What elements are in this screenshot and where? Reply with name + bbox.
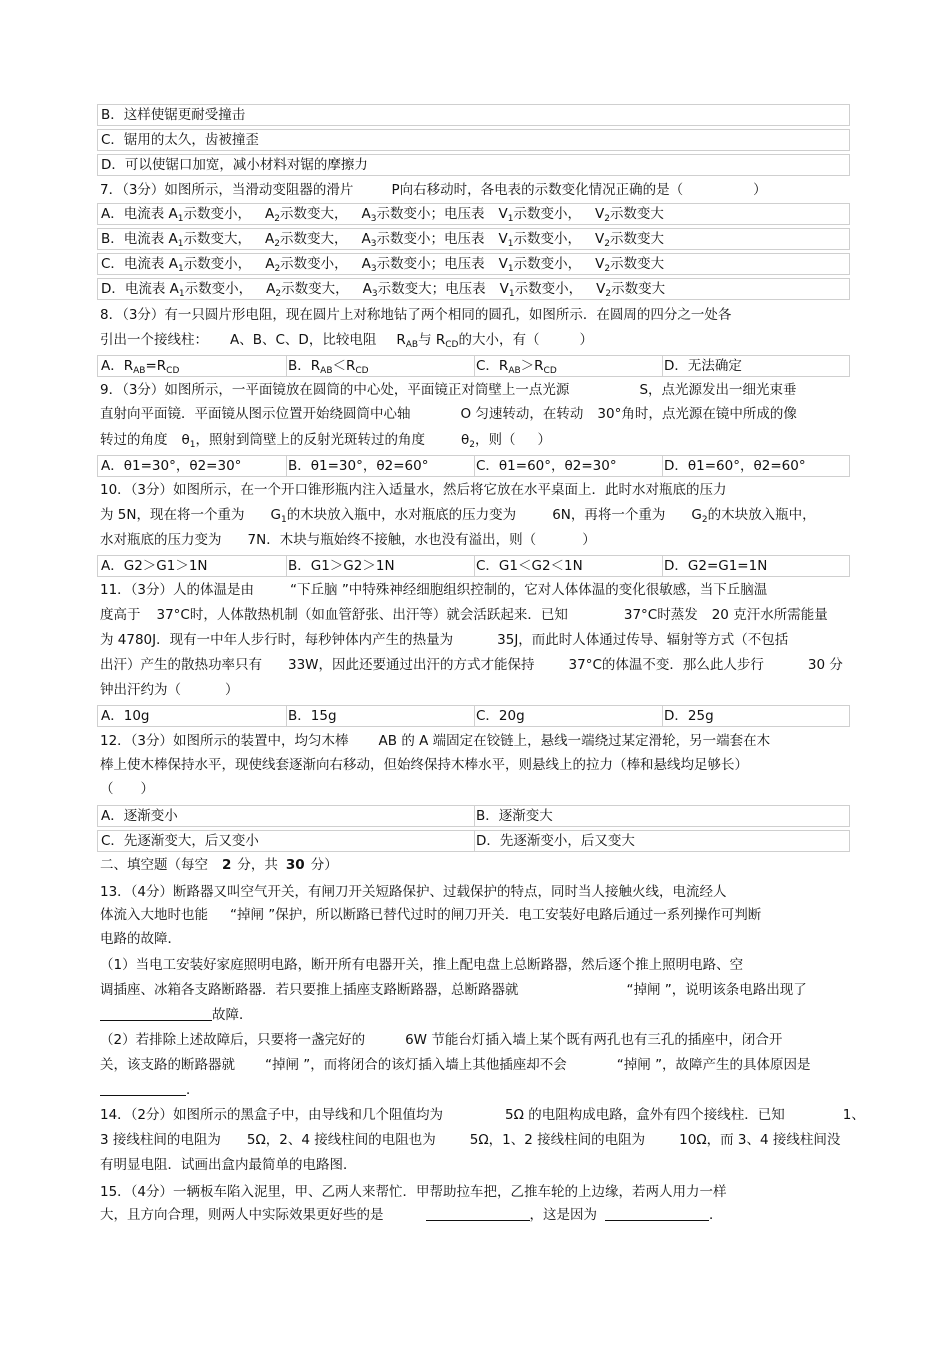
q13-stem-line-2: 体流入大地时也能 “掉闸 ”保护，所以断路已替代过时的闸刀开关．电工安装好电路后通过一系列操作可判断 — [100, 907, 762, 923]
q6-option-d: D．可以使锯口加宽，减小材料对锯的摩擦力 — [101, 157, 368, 173]
q10-option-a: A．G2＞G1＞1N — [101, 558, 208, 574]
q11-option-c: C．20g — [476, 708, 525, 724]
q9-option-c: C．θ1=60°，θ2=30° — [476, 458, 617, 474]
q13-part-2-line-3: ． — [100, 1080, 200, 1100]
q15-stem-line-1: 15．（4分）一辆板车陷入泥里，甲、乙两人来帮忙．甲帮助拉车把，乙推车轮的上边缘，若两人用力一样 — [100, 1184, 727, 1200]
q12-option-d: D．先逐渐变小，后又变大 — [476, 833, 635, 849]
q8-option-c: C．$R_{AB}>R_{CD}$ — [476, 358, 557, 376]
q9-option-a: A．θ1=30°，θ2=30° — [101, 458, 242, 474]
q13-part-2-line-1: （2）若排除上述故障后，只要将一盏完好的 6W 节能台灯插入墙上某个既有两孔也有三孔的插座中，闭合开 — [100, 1032, 783, 1048]
q7-option-c-row — [97, 253, 850, 275]
q7-option-b: B．电流表 $A_1$示数变大， $A_2$示数变大， $A_3$示数变小；电压表 $V_1$示数变小， $V_2$示数变大 — [101, 231, 664, 249]
q10-stem-line-3: 水对瓶底的压力变为 7N．木块与瓶始终不接触，水也没有溢出，则（ ） — [100, 532, 596, 548]
q11-stem-line-1: 11．（3分）人的体温是由 “下丘脑 ”中特殊神经细胞组织控制的，它对人体体温的变化很敏感，当下丘脑温 — [100, 582, 768, 598]
q14-stem-line-3: 有明显电阻．试画出盒内最简单的电路图． — [100, 1157, 357, 1173]
answer-blank[interactable] — [100, 1006, 212, 1021]
q7-option-a: A．电流表 $A_1$示数变小， $A_2$示数变大， $A_3$示数变小；电压表 $V_1$示数变小， $V_2$示数变大 — [101, 206, 664, 224]
q13-part-1-line-3: 故障． — [100, 1005, 253, 1025]
q9-option-d: D．θ1=60°，θ2=60° — [664, 458, 806, 474]
q8-option-a: A．$R_{AB}=R_{CD}$ — [101, 358, 180, 376]
q14-stem-line-1: 14．（2分）如图所示的黑盒子中，由导线和几个阻值均为 5Ω 的电阻构成电路，盒外有四个接线柱．已知 1、 — [100, 1107, 865, 1123]
q14-stem-line-2: 3 接线柱间的电阻为 5Ω，2、4 接线柱间的电阻也为 5Ω，1、2 接线柱间的电阻为 10Ω，而 3、4 接线柱间没 — [100, 1132, 841, 1148]
q6-option-d-row — [97, 154, 850, 176]
answer-blank[interactable] — [605, 1206, 709, 1221]
q12-options-row-1 — [97, 805, 850, 827]
q10-option-d: D．G2=G1=1N — [664, 558, 768, 574]
q13-stem-line-1: 13．（4分）断路器又叫空气开关，有闸刀开关短路保护、过载保护的特点，同时当人接触火线，电流经人 — [100, 884, 727, 900]
q11-options-row — [97, 705, 850, 727]
q9-stem-line-2: 直射向平面镜．平面镜从图示位置开始绕圆筒中心轴 O 匀速转动，在转动 30°角时，点光源在镜中所成的像 — [100, 406, 797, 422]
q6-option-c-row — [97, 129, 850, 151]
q6-option-c: C．锯用的太久，齿被撞歪 — [101, 132, 259, 148]
q12-option-c: C．先逐渐变大，后又变小 — [101, 833, 259, 849]
q9-option-b: B．θ1=30°，θ2=60° — [288, 458, 429, 474]
answer-blank[interactable] — [426, 1206, 530, 1221]
q10-stem-line-1: 10．（3分）如图所示，在一个开口锥形瓶内注入适量水，然后将它放在水平桌面上．此时水对瓶底的压力 — [100, 482, 727, 498]
q11-option-a: A．10g — [101, 708, 150, 724]
q7-stem: 7．（3分）如图所示，当滑动变阻器的滑片 P向右移动时，各电表的示数变化情况正确的是（ ） — [100, 182, 767, 198]
q12-options-row-2 — [97, 830, 850, 852]
q6-option-b: B．这样使锯更耐受撞击 — [101, 107, 246, 123]
q13-part-2-line-2: 关，该支路的断路器就 “掉闸 ”，而将闭合的该灯插入墙上其他插座却不会 “掉闸 ”，故障产生的具体原因是 — [100, 1057, 811, 1073]
q8-option-b: B．$R_{AB}<R_{CD}$ — [288, 358, 369, 376]
q13-stem-line-3: 电路的故障． — [100, 931, 181, 947]
q13-part-1-line-2: 调插座、冰箱各支路断路器．若只要推上插座支路断路器，总断路器就 “掉闸 ”，说明该条电路出现了 — [100, 982, 807, 998]
q6-option-b-row — [97, 104, 850, 126]
q11-stem-line-2: 度高于 37°C时，人体散热机制（如血管舒张、出汗等）就会活跃起来．已知 37°C时蒸发 20 克汗水所需能量 — [100, 607, 828, 623]
q7-option-d: D．电流表 $A_1$示数变小， $A_2$示数变大， $A_3$示数变大；电压表 $V_1$示数变小， $V_2$示数变大 — [101, 281, 666, 299]
q12-option-b: B．逐渐变大 — [476, 808, 553, 824]
q11-stem-line-5: 钟出汗约为（ ） — [100, 682, 239, 698]
q13-part-1-line-1: （1）当电工安装好家庭照明电路，断开所有电器开关，推上配电盘上总断路器，然后逐个推上照明电路、空 — [100, 957, 744, 973]
q7-option-b-row — [97, 228, 850, 250]
q7-option-c: C．电流表 $A_1$示数变小， $A_2$示数变小， $A_3$示数变小；电压表 $V_1$示数变小， $V_2$示数变大 — [101, 256, 665, 274]
q11-stem-line-4: 出汗）产生的散热功率只有 33W，因此还要通过出汗的方式才能保持 37°C的体温不变．那么此人步行 30 分 — [100, 657, 843, 673]
q9-stem-line-1: 9．（3分）如图所示，一平面镜放在圆筒的中心处，平面镜正对筒壁上一点光源 S，点光源发出一细光束垂 — [100, 382, 797, 398]
q9-options-row — [97, 455, 850, 477]
q7-option-a-row — [97, 203, 850, 225]
q10-option-b: B．G1＞G2＞1N — [288, 558, 395, 574]
q12-option-a: A．逐渐变小 — [101, 808, 178, 824]
q7-option-d-row — [97, 278, 850, 300]
q10-option-c: C．G1＜G2＜1N — [476, 558, 583, 574]
q8-option-d: D．无法确定 — [664, 358, 742, 374]
q12-stem-line-2: 棒上使木棒保持水平，现使线套逐渐向右移动，但始终保持木棒水平，则悬线上的拉力（棒和悬线均足够长） — [100, 757, 748, 773]
q8-stem-line-1: 8．（3分）有一只圆片形电阻，现在圆片上对称地钻了两个相同的圆孔，如图所示．在圆周的四分之一处各 — [100, 307, 732, 323]
q12-stem-line-3: （ ） — [100, 781, 154, 797]
q8-stem-line-2: 引出一个接线柱： A、B、C、D，比较电阻 $R_{AB}$与 $R_{CD}$的大小，有（ ） — [100, 332, 593, 350]
section-2-heading: 二、填空题（每空 2 分，共 30 分） — [100, 857, 338, 873]
answer-blank[interactable] — [100, 1081, 186, 1096]
q9-stem-line-3: 转过的角度 $\theta_1$，照射到筒壁上的反射光斑转过的角度 $\theta_2$，则（ ） — [100, 432, 551, 450]
q15-stem-line-2: 大，且方向合理，则两人中实际效果更好些的是 ，这是因为 ． — [100, 1207, 723, 1223]
q10-options-row — [97, 555, 850, 577]
q11-option-b: B．15g — [288, 708, 337, 724]
q12-stem-line-1: 12．（3分）如图所示的装置中，均匀木棒 AB 的 A 端固定在铰链上，悬线一端绕过某定滑轮，另一端套在木 — [100, 733, 771, 749]
q10-stem-line-2: 为 5N，现在将一个重为 $G_1$的木块放入瓶中，水对瓶底的压力变为 6N，再将一个重为 $G_2$的木块放入瓶中， — [100, 507, 816, 525]
q11-option-d: D．25g — [664, 708, 714, 724]
q11-stem-line-3: 为 4780J．现有一中年人步行时，每秒钟体内产生的热量为 35J，而此时人体通过传导、辐射等方式（不包括 — [100, 632, 789, 648]
q8-options-row — [97, 355, 850, 377]
